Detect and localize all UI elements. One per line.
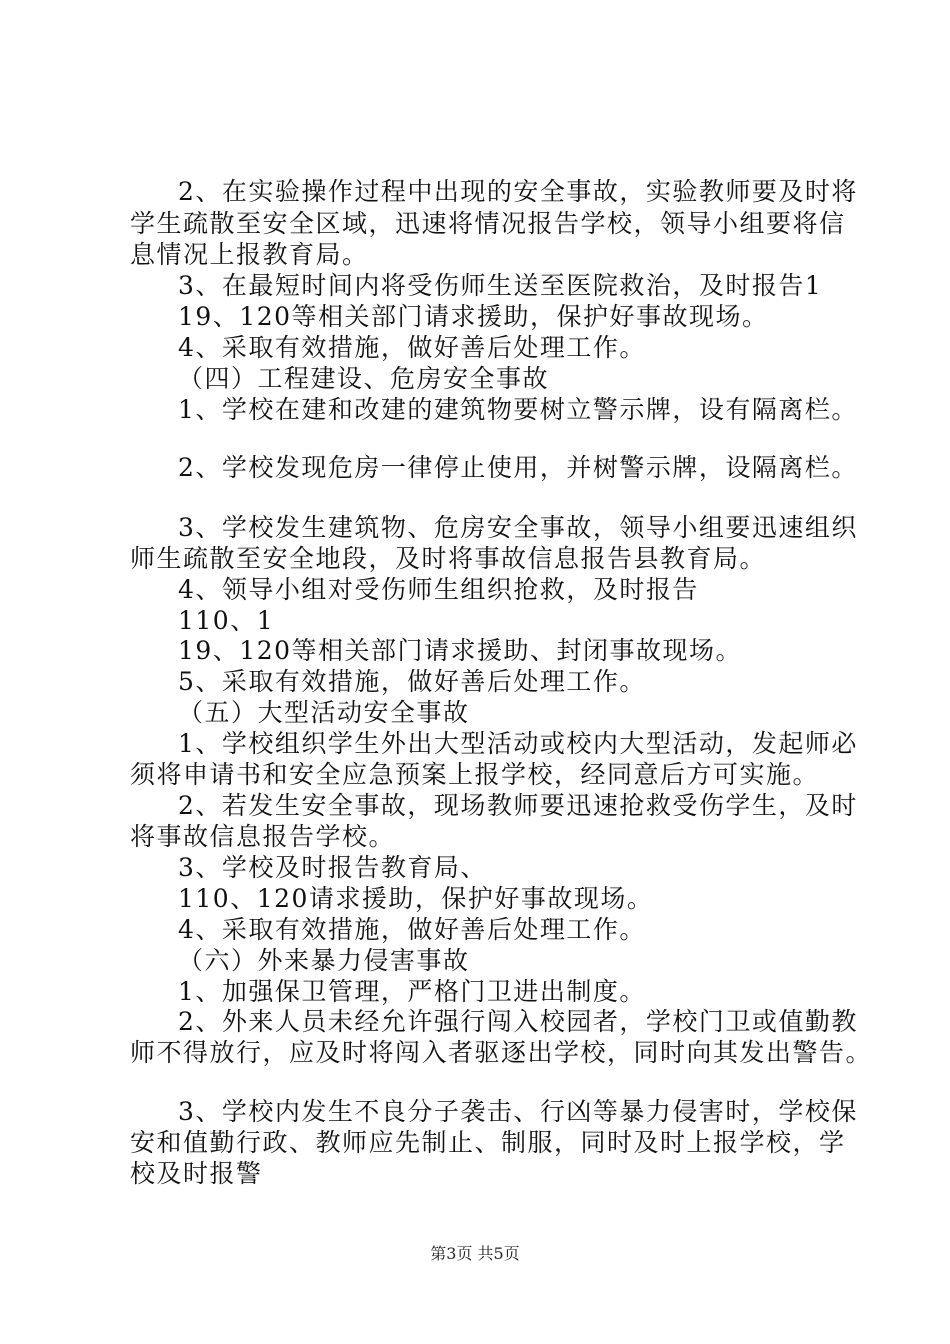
paragraph-line: 校及时报警	[130, 1159, 263, 1188]
paragraph-line: 3、学校发生建筑物、危房安全事故，领导小组要迅速组织	[178, 513, 858, 542]
paragraph-line: 3、学校内发生不良分子袭击、行凶等暴力侵害时，学校保	[178, 1097, 858, 1126]
section-heading: （四）工程建设、危房安全事故	[178, 364, 550, 393]
paragraph-line: 4、采取有效措施，做好善后处理工作。	[178, 333, 646, 362]
page-number-footer: 第3页 共5页	[430, 1244, 520, 1263]
paragraph-line: 5、采取有效措施，做好善后处理工作。	[178, 667, 646, 696]
paragraph-line: 息情况上报教育局。	[130, 240, 369, 269]
paragraph-line: 2、学校发现危房一律停止使用，并树警示牌，设隔离栏。	[178, 453, 858, 482]
paragraph-line: 110、1	[178, 606, 275, 635]
paragraph-line: 1、学校组织学生外出大型活动或校内大型活动，发起师必	[178, 729, 858, 758]
paragraph-line: 19、120等相关部门请求援助、封闭事故现场。	[178, 636, 743, 665]
section-heading: （五）大型活动安全事故	[178, 698, 470, 727]
paragraph-line: 2、外来人员未经允许强行闯入校园者，学校门卫或值勤教	[178, 1007, 858, 1036]
section-heading: （六）外来暴力侵害事故	[178, 946, 470, 975]
paragraph-line: 110、120请求援助，保护好事故现场。	[178, 884, 654, 913]
paragraph-line: 19、120等相关部门请求援助，保护好事故现场。	[178, 302, 769, 331]
paragraph-line: 3、在最短时间内将受伤师生送至医院救治，及时报告1	[178, 271, 823, 300]
paragraph-line: 3、学校及时报告教育局、	[178, 853, 487, 882]
paragraph-line: 师不得放行，应及时将闯入者驱逐出学校，同时向其发出警告。	[130, 1038, 873, 1067]
paragraph-line: 师生疏散至安全地段，及时将事故信息报告县教育局。	[130, 544, 767, 573]
paragraph-line: 将事故信息报告学校。	[130, 822, 396, 851]
paragraph-line: 1、加强保卫管理，严格门卫进出制度。	[178, 977, 646, 1006]
paragraph-line: 1、学校在建和改建的建筑物要树立警示牌，设有隔离栏。	[178, 395, 858, 424]
paragraph-line: 2、在实验操作过程中出现的安全事故，实验教师要及时将	[178, 177, 858, 206]
paragraph-line: 安和值勤行政、教师应先制止、制服，同时及时上报学校，学	[130, 1128, 846, 1157]
paragraph-line: 4、采取有效措施，做好善后处理工作。	[178, 915, 646, 944]
paragraph-line: 2、若发生安全事故，现场教师要迅速抢救受伤学生，及时	[178, 791, 858, 820]
paragraph-line: 4、领导小组对受伤师生组织抢救，及时报告	[178, 575, 699, 604]
paragraph-line: 须将申请书和安全应急预案上报学校，经同意后方可实施。	[130, 760, 820, 789]
paragraph-line: 学生疏散至安全区域，迅速将情况报告学校，领导小组要将信	[130, 209, 846, 238]
